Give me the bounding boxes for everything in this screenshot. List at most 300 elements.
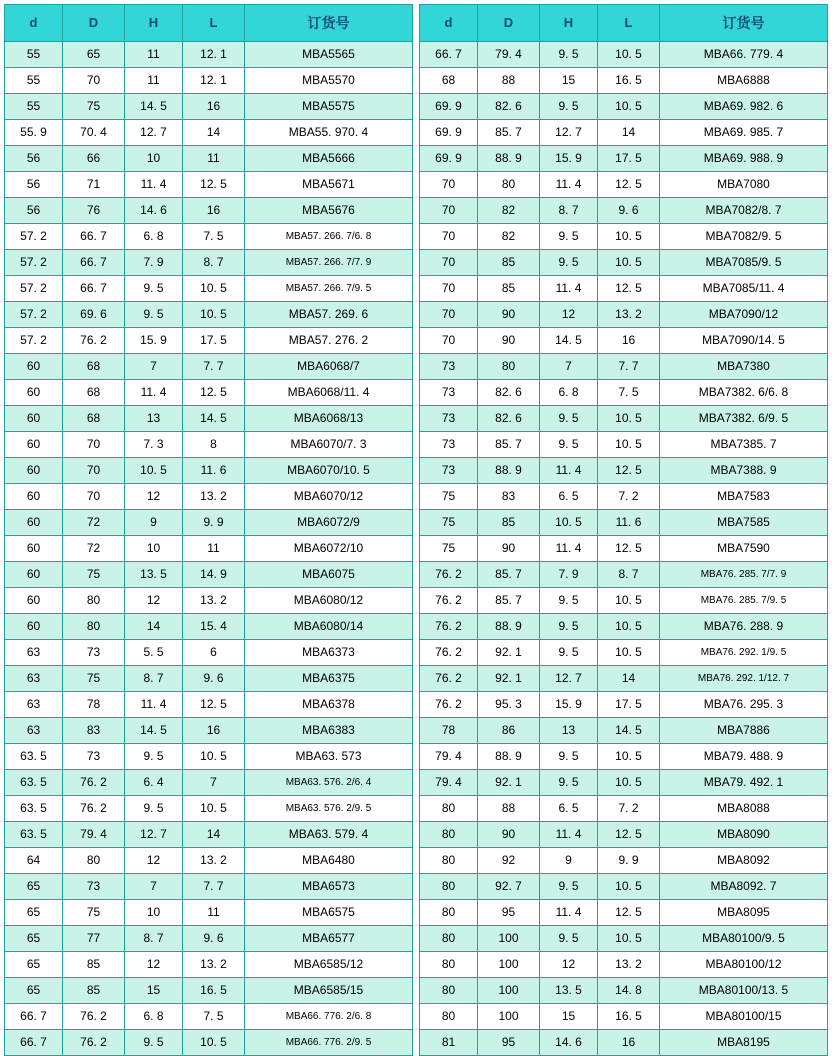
cell-order-number: MBA5565	[245, 42, 413, 68]
cell-d: 68	[420, 68, 478, 94]
cell-L: 12. 5	[598, 822, 660, 848]
cell-H: 14. 6	[540, 1030, 598, 1056]
table-row	[420, 874, 828, 900]
cell-d: 73	[420, 458, 478, 484]
cell-order-number: MBA57. 266. 7/7. 9	[245, 250, 413, 276]
cell-d: 60	[5, 536, 63, 562]
cell-d: 57. 2	[5, 250, 63, 276]
table-row	[5, 900, 413, 926]
cell-d: 57. 2	[5, 276, 63, 302]
cell-d: 70	[420, 250, 478, 276]
cell-D: 75	[63, 900, 125, 926]
cell-H: 12. 7	[540, 120, 598, 146]
cell-order-number: MBA7585	[660, 510, 828, 536]
table-row	[5, 588, 413, 614]
cell-order-number: MBA79. 488. 9	[660, 744, 828, 770]
column-header-H: H	[125, 5, 183, 42]
cell-D: 82. 6	[478, 94, 540, 120]
cell-order-number: MBA57. 266. 7/6. 8	[245, 224, 413, 250]
cell-L: 10. 5	[183, 796, 245, 822]
cell-H: 15	[540, 1004, 598, 1030]
cell-order-number: MBA63. 579. 4	[245, 822, 413, 848]
cell-d: 78	[420, 718, 478, 744]
cell-d: 76. 2	[420, 692, 478, 718]
cell-D: 69. 6	[63, 302, 125, 328]
cell-D: 80	[63, 588, 125, 614]
cell-H: 9. 5	[540, 770, 598, 796]
cell-d: 63. 5	[5, 770, 63, 796]
cell-L: 13. 2	[598, 952, 660, 978]
cell-L: 16	[598, 328, 660, 354]
cell-H: 6. 8	[125, 1004, 183, 1030]
cell-H: 9. 5	[125, 302, 183, 328]
cell-order-number: MBA8092. 7	[660, 874, 828, 900]
cell-d: 73	[420, 432, 478, 458]
cell-order-number: MBA7085/9. 5	[660, 250, 828, 276]
cell-d: 80	[420, 822, 478, 848]
cell-D: 73	[63, 874, 125, 900]
cell-d: 81	[420, 1030, 478, 1056]
cell-H: 9. 5	[540, 432, 598, 458]
cell-H: 6. 5	[540, 484, 598, 510]
cell-order-number: MBA7385. 7	[660, 432, 828, 458]
cell-H: 8. 7	[540, 198, 598, 224]
cell-L: 14	[183, 822, 245, 848]
cell-H: 12. 7	[540, 666, 598, 692]
table-row	[420, 952, 828, 978]
cell-order-number: MBA7388. 9	[660, 458, 828, 484]
cell-d: 60	[5, 458, 63, 484]
cell-D: 85	[478, 276, 540, 302]
cell-order-number: MBA76. 285. 7/9. 5	[660, 588, 828, 614]
cell-D: 100	[478, 926, 540, 952]
cell-L: 15. 4	[183, 614, 245, 640]
cell-d: 69. 9	[420, 120, 478, 146]
cell-H: 9	[540, 848, 598, 874]
cell-D: 80	[63, 848, 125, 874]
cell-H: 15	[540, 68, 598, 94]
cell-d: 76. 2	[420, 562, 478, 588]
cell-H: 12	[125, 952, 183, 978]
column-header-d: d	[420, 5, 478, 42]
cell-d: 75	[420, 536, 478, 562]
cell-H: 6. 5	[540, 796, 598, 822]
cell-order-number: MBA6075	[245, 562, 413, 588]
cell-H: 15. 9	[125, 328, 183, 354]
cell-H: 11. 4	[540, 276, 598, 302]
cell-H: 12	[540, 952, 598, 978]
table-row	[5, 926, 413, 952]
cell-order-number: MBA7590	[660, 536, 828, 562]
cell-L: 11. 6	[598, 510, 660, 536]
cell-d: 70	[420, 276, 478, 302]
table-row	[420, 822, 828, 848]
cell-d: 60	[5, 562, 63, 588]
cell-D: 95. 3	[478, 692, 540, 718]
cell-D: 78	[63, 692, 125, 718]
column-header-L: L	[598, 5, 660, 42]
cell-L: 7. 7	[598, 354, 660, 380]
column-header-H: H	[540, 5, 598, 42]
cell-d: 60	[5, 484, 63, 510]
cell-L: 7. 2	[598, 484, 660, 510]
cell-L: 7. 5	[183, 1004, 245, 1030]
table-row	[5, 770, 413, 796]
table-row	[420, 354, 828, 380]
cell-d: 66. 7	[5, 1004, 63, 1030]
cell-order-number: MBA7090/12	[660, 302, 828, 328]
cell-H: 13	[540, 718, 598, 744]
cell-order-number: MBA55. 970. 4	[245, 120, 413, 146]
table-row	[420, 328, 828, 354]
cell-order-number: MBA6080/12	[245, 588, 413, 614]
cell-L: 10. 5	[598, 94, 660, 120]
cell-H: 10	[125, 900, 183, 926]
cell-L: 12. 5	[598, 276, 660, 302]
table-row	[420, 276, 828, 302]
cell-D: 82. 6	[478, 380, 540, 406]
table-row	[420, 926, 828, 952]
table-row	[5, 328, 413, 354]
cell-d: 76. 2	[420, 640, 478, 666]
cell-order-number: MBA5671	[245, 172, 413, 198]
cell-D: 85	[63, 952, 125, 978]
cell-d: 73	[420, 380, 478, 406]
cell-order-number: MBA7082/9. 5	[660, 224, 828, 250]
cell-H: 11. 4	[540, 900, 598, 926]
cell-H: 7. 9	[540, 562, 598, 588]
cell-L: 10. 5	[183, 276, 245, 302]
cell-H: 10	[125, 146, 183, 172]
cell-order-number: MBA6068/11. 4	[245, 380, 413, 406]
table-row	[5, 796, 413, 822]
cell-D: 88. 9	[478, 458, 540, 484]
cell-H: 13. 5	[540, 978, 598, 1004]
cell-H: 15. 9	[540, 146, 598, 172]
cell-D: 95	[478, 1030, 540, 1056]
table-row	[5, 614, 413, 640]
table-row	[420, 1004, 828, 1030]
cell-H: 9. 5	[540, 744, 598, 770]
cell-H: 9. 5	[125, 796, 183, 822]
cell-order-number: MBA7085/11. 4	[660, 276, 828, 302]
table-row	[5, 250, 413, 276]
cell-L: 10. 5	[598, 588, 660, 614]
cell-order-number: MBA7080	[660, 172, 828, 198]
cell-order-number: MBA6480	[245, 848, 413, 874]
table-row	[420, 484, 828, 510]
table-row	[5, 42, 413, 68]
cell-order-number: MBA66. 776. 2/6. 8	[245, 1004, 413, 1030]
cell-L: 16	[183, 718, 245, 744]
table-row	[420, 68, 828, 94]
cell-L: 14. 9	[183, 562, 245, 588]
table-row	[420, 562, 828, 588]
cell-H: 12	[540, 302, 598, 328]
cell-H: 11. 4	[540, 536, 598, 562]
cell-d: 63. 5	[5, 744, 63, 770]
cell-D: 92	[478, 848, 540, 874]
table-row	[420, 770, 828, 796]
cell-d: 70	[420, 224, 478, 250]
cell-D: 82. 6	[478, 406, 540, 432]
table-row	[420, 796, 828, 822]
table-row	[420, 588, 828, 614]
cell-d: 57. 2	[5, 328, 63, 354]
cell-order-number: MBA80100/12	[660, 952, 828, 978]
cell-order-number: MBA57. 276. 2	[245, 328, 413, 354]
table-row	[5, 224, 413, 250]
cell-d: 80	[420, 900, 478, 926]
cell-D: 100	[478, 952, 540, 978]
cell-d: 65	[5, 900, 63, 926]
table-row	[5, 1004, 413, 1030]
cell-L: 10. 5	[183, 744, 245, 770]
cell-H: 8. 7	[125, 926, 183, 952]
cell-d: 76. 2	[420, 614, 478, 640]
cell-d: 76. 2	[420, 588, 478, 614]
cell-D: 76. 2	[63, 1004, 125, 1030]
cell-order-number: MBA80100/9. 5	[660, 926, 828, 952]
cell-order-number: MBA76. 285. 7/7. 9	[660, 562, 828, 588]
table-row	[5, 822, 413, 848]
left-table	[4, 4, 413, 1056]
table-row	[420, 666, 828, 692]
cell-D: 85	[478, 510, 540, 536]
cell-d: 80	[420, 874, 478, 900]
cell-L: 9. 6	[598, 198, 660, 224]
cell-order-number: MBA6070/10. 5	[245, 458, 413, 484]
cell-L: 13. 2	[183, 588, 245, 614]
cell-D: 68	[63, 354, 125, 380]
cell-D: 92. 1	[478, 666, 540, 692]
cell-L: 14. 5	[183, 406, 245, 432]
table-row	[420, 94, 828, 120]
cell-D: 100	[478, 1004, 540, 1030]
table-row	[5, 510, 413, 536]
cell-d: 56	[5, 146, 63, 172]
cell-D: 72	[63, 536, 125, 562]
cell-order-number: MBA63. 576. 2/6. 4	[245, 770, 413, 796]
cell-order-number: MBA7583	[660, 484, 828, 510]
cell-L: 12. 1	[183, 68, 245, 94]
cell-H: 11. 4	[540, 822, 598, 848]
cell-D: 75	[63, 94, 125, 120]
cell-order-number: MBA8088	[660, 796, 828, 822]
table-row	[5, 68, 413, 94]
cell-D: 92. 1	[478, 770, 540, 796]
cell-L: 7. 5	[183, 224, 245, 250]
cell-d: 66. 7	[5, 1030, 63, 1056]
table-row	[5, 302, 413, 328]
cell-d: 60	[5, 432, 63, 458]
cell-D: 85. 7	[478, 562, 540, 588]
cell-L: 11	[183, 146, 245, 172]
header-row	[5, 5, 413, 42]
cell-D: 82	[478, 224, 540, 250]
column-header-order-number: 订货号	[245, 5, 413, 42]
cell-order-number: MBA76. 292. 1/12. 7	[660, 666, 828, 692]
cell-H: 9. 5	[540, 42, 598, 68]
cell-L: 13. 2	[183, 952, 245, 978]
cell-L: 17. 5	[183, 328, 245, 354]
cell-L: 10. 5	[598, 770, 660, 796]
cell-d: 56	[5, 172, 63, 198]
cell-D: 80	[478, 172, 540, 198]
cell-L: 10. 5	[183, 302, 245, 328]
table-row	[420, 692, 828, 718]
cell-order-number: MBA76. 292. 1/9. 5	[660, 640, 828, 666]
table-row	[420, 250, 828, 276]
cell-L: 6	[183, 640, 245, 666]
cell-D: 88. 9	[478, 744, 540, 770]
cell-H: 15	[125, 978, 183, 1004]
cell-d: 69. 9	[420, 146, 478, 172]
cell-d: 55. 9	[5, 120, 63, 146]
cell-H: 7. 3	[125, 432, 183, 458]
cell-order-number: MBA66. 776. 2/9. 5	[245, 1030, 413, 1056]
cell-order-number: MBA6585/12	[245, 952, 413, 978]
cell-H: 10. 5	[540, 510, 598, 536]
cell-L: 16	[183, 198, 245, 224]
cell-D: 85	[478, 250, 540, 276]
cell-H: 12	[125, 848, 183, 874]
cell-d: 65	[5, 926, 63, 952]
cell-L: 16	[183, 94, 245, 120]
cell-D: 68	[63, 406, 125, 432]
cell-order-number: MBA63. 576. 2/9. 5	[245, 796, 413, 822]
cell-L: 12. 5	[183, 172, 245, 198]
cell-order-number: MBA6070/7. 3	[245, 432, 413, 458]
cell-H: 9. 5	[540, 588, 598, 614]
cell-order-number: MBA57. 269. 6	[245, 302, 413, 328]
cell-D: 73	[63, 640, 125, 666]
cell-D: 75	[63, 562, 125, 588]
cell-L: 12. 5	[183, 692, 245, 718]
cell-H: 10. 5	[125, 458, 183, 484]
table-row	[420, 406, 828, 432]
table-row	[5, 198, 413, 224]
cell-order-number: MBA6373	[245, 640, 413, 666]
table-row	[5, 718, 413, 744]
cell-L: 10. 5	[598, 614, 660, 640]
table-row	[420, 198, 828, 224]
table-row	[420, 1030, 828, 1056]
cell-D: 79. 4	[478, 42, 540, 68]
cell-d: 79. 4	[420, 770, 478, 796]
cell-H: 6. 8	[540, 380, 598, 406]
cell-L: 11	[183, 900, 245, 926]
cell-L: 17. 5	[598, 692, 660, 718]
cell-D: 65	[63, 42, 125, 68]
cell-D: 85. 7	[478, 120, 540, 146]
cell-D: 90	[478, 822, 540, 848]
cell-order-number: MBA8095	[660, 900, 828, 926]
cell-order-number: MBA69. 985. 7	[660, 120, 828, 146]
cell-L: 12. 1	[183, 42, 245, 68]
right-table	[419, 4, 828, 1056]
cell-H: 7	[125, 874, 183, 900]
cell-H: 9. 5	[540, 224, 598, 250]
cell-L: 10. 5	[598, 250, 660, 276]
cell-D: 85. 7	[478, 432, 540, 458]
cell-D: 83	[478, 484, 540, 510]
column-header-D: D	[63, 5, 125, 42]
cell-d: 80	[420, 952, 478, 978]
cell-L: 12. 5	[598, 900, 660, 926]
cell-H: 15. 9	[540, 692, 598, 718]
cell-order-number: MBA6383	[245, 718, 413, 744]
cell-L: 10. 5	[598, 42, 660, 68]
column-header-order-number: 订货号	[660, 5, 828, 42]
table-row	[5, 978, 413, 1004]
cell-D: 66. 7	[63, 250, 125, 276]
cell-D: 85. 7	[478, 588, 540, 614]
table-row	[5, 874, 413, 900]
cell-order-number: MBA6068/7	[245, 354, 413, 380]
cell-d: 60	[5, 354, 63, 380]
cell-order-number: MBA80100/13. 5	[660, 978, 828, 1004]
cell-L: 10. 5	[598, 406, 660, 432]
cell-L: 7. 7	[183, 874, 245, 900]
cell-L: 7. 7	[183, 354, 245, 380]
table-row	[5, 1030, 413, 1056]
cell-L: 9. 6	[183, 926, 245, 952]
cell-D: 71	[63, 172, 125, 198]
column-header-L: L	[183, 5, 245, 42]
cell-L: 10. 5	[598, 874, 660, 900]
cell-L: 9. 9	[598, 848, 660, 874]
cell-order-number: MBA79. 492. 1	[660, 770, 828, 796]
cell-order-number: MBA8090	[660, 822, 828, 848]
cell-H: 9. 5	[125, 1030, 183, 1056]
cell-H: 7. 9	[125, 250, 183, 276]
cell-H: 14. 5	[125, 718, 183, 744]
cell-L: 10. 5	[598, 744, 660, 770]
cell-D: 66	[63, 146, 125, 172]
cell-order-number: MBA6888	[660, 68, 828, 94]
table-row	[5, 276, 413, 302]
table-row	[420, 380, 828, 406]
cell-L: 7	[183, 770, 245, 796]
cell-H: 14	[125, 614, 183, 640]
cell-D: 88. 9	[478, 614, 540, 640]
cell-order-number: MBA76. 288. 9	[660, 614, 828, 640]
cell-L: 13. 2	[183, 484, 245, 510]
cell-d: 70	[420, 328, 478, 354]
cell-d: 57. 2	[5, 302, 63, 328]
table-row	[5, 536, 413, 562]
cell-H: 9. 5	[540, 874, 598, 900]
cell-H: 11. 4	[125, 692, 183, 718]
cell-d: 63	[5, 692, 63, 718]
cell-order-number: MBA6068/13	[245, 406, 413, 432]
cell-d: 55	[5, 68, 63, 94]
cell-L: 10. 5	[598, 640, 660, 666]
cell-order-number: MBA7382. 6/9. 5	[660, 406, 828, 432]
cell-order-number: MBA5666	[245, 146, 413, 172]
cell-L: 12. 5	[598, 536, 660, 562]
cell-D: 95	[478, 900, 540, 926]
table-row	[420, 146, 828, 172]
cell-L: 13. 2	[183, 848, 245, 874]
cell-L: 14. 8	[598, 978, 660, 1004]
cell-H: 14. 6	[125, 198, 183, 224]
cell-D: 90	[478, 328, 540, 354]
cell-H: 9. 5	[540, 406, 598, 432]
cell-d: 70	[420, 198, 478, 224]
cell-d: 55	[5, 94, 63, 120]
